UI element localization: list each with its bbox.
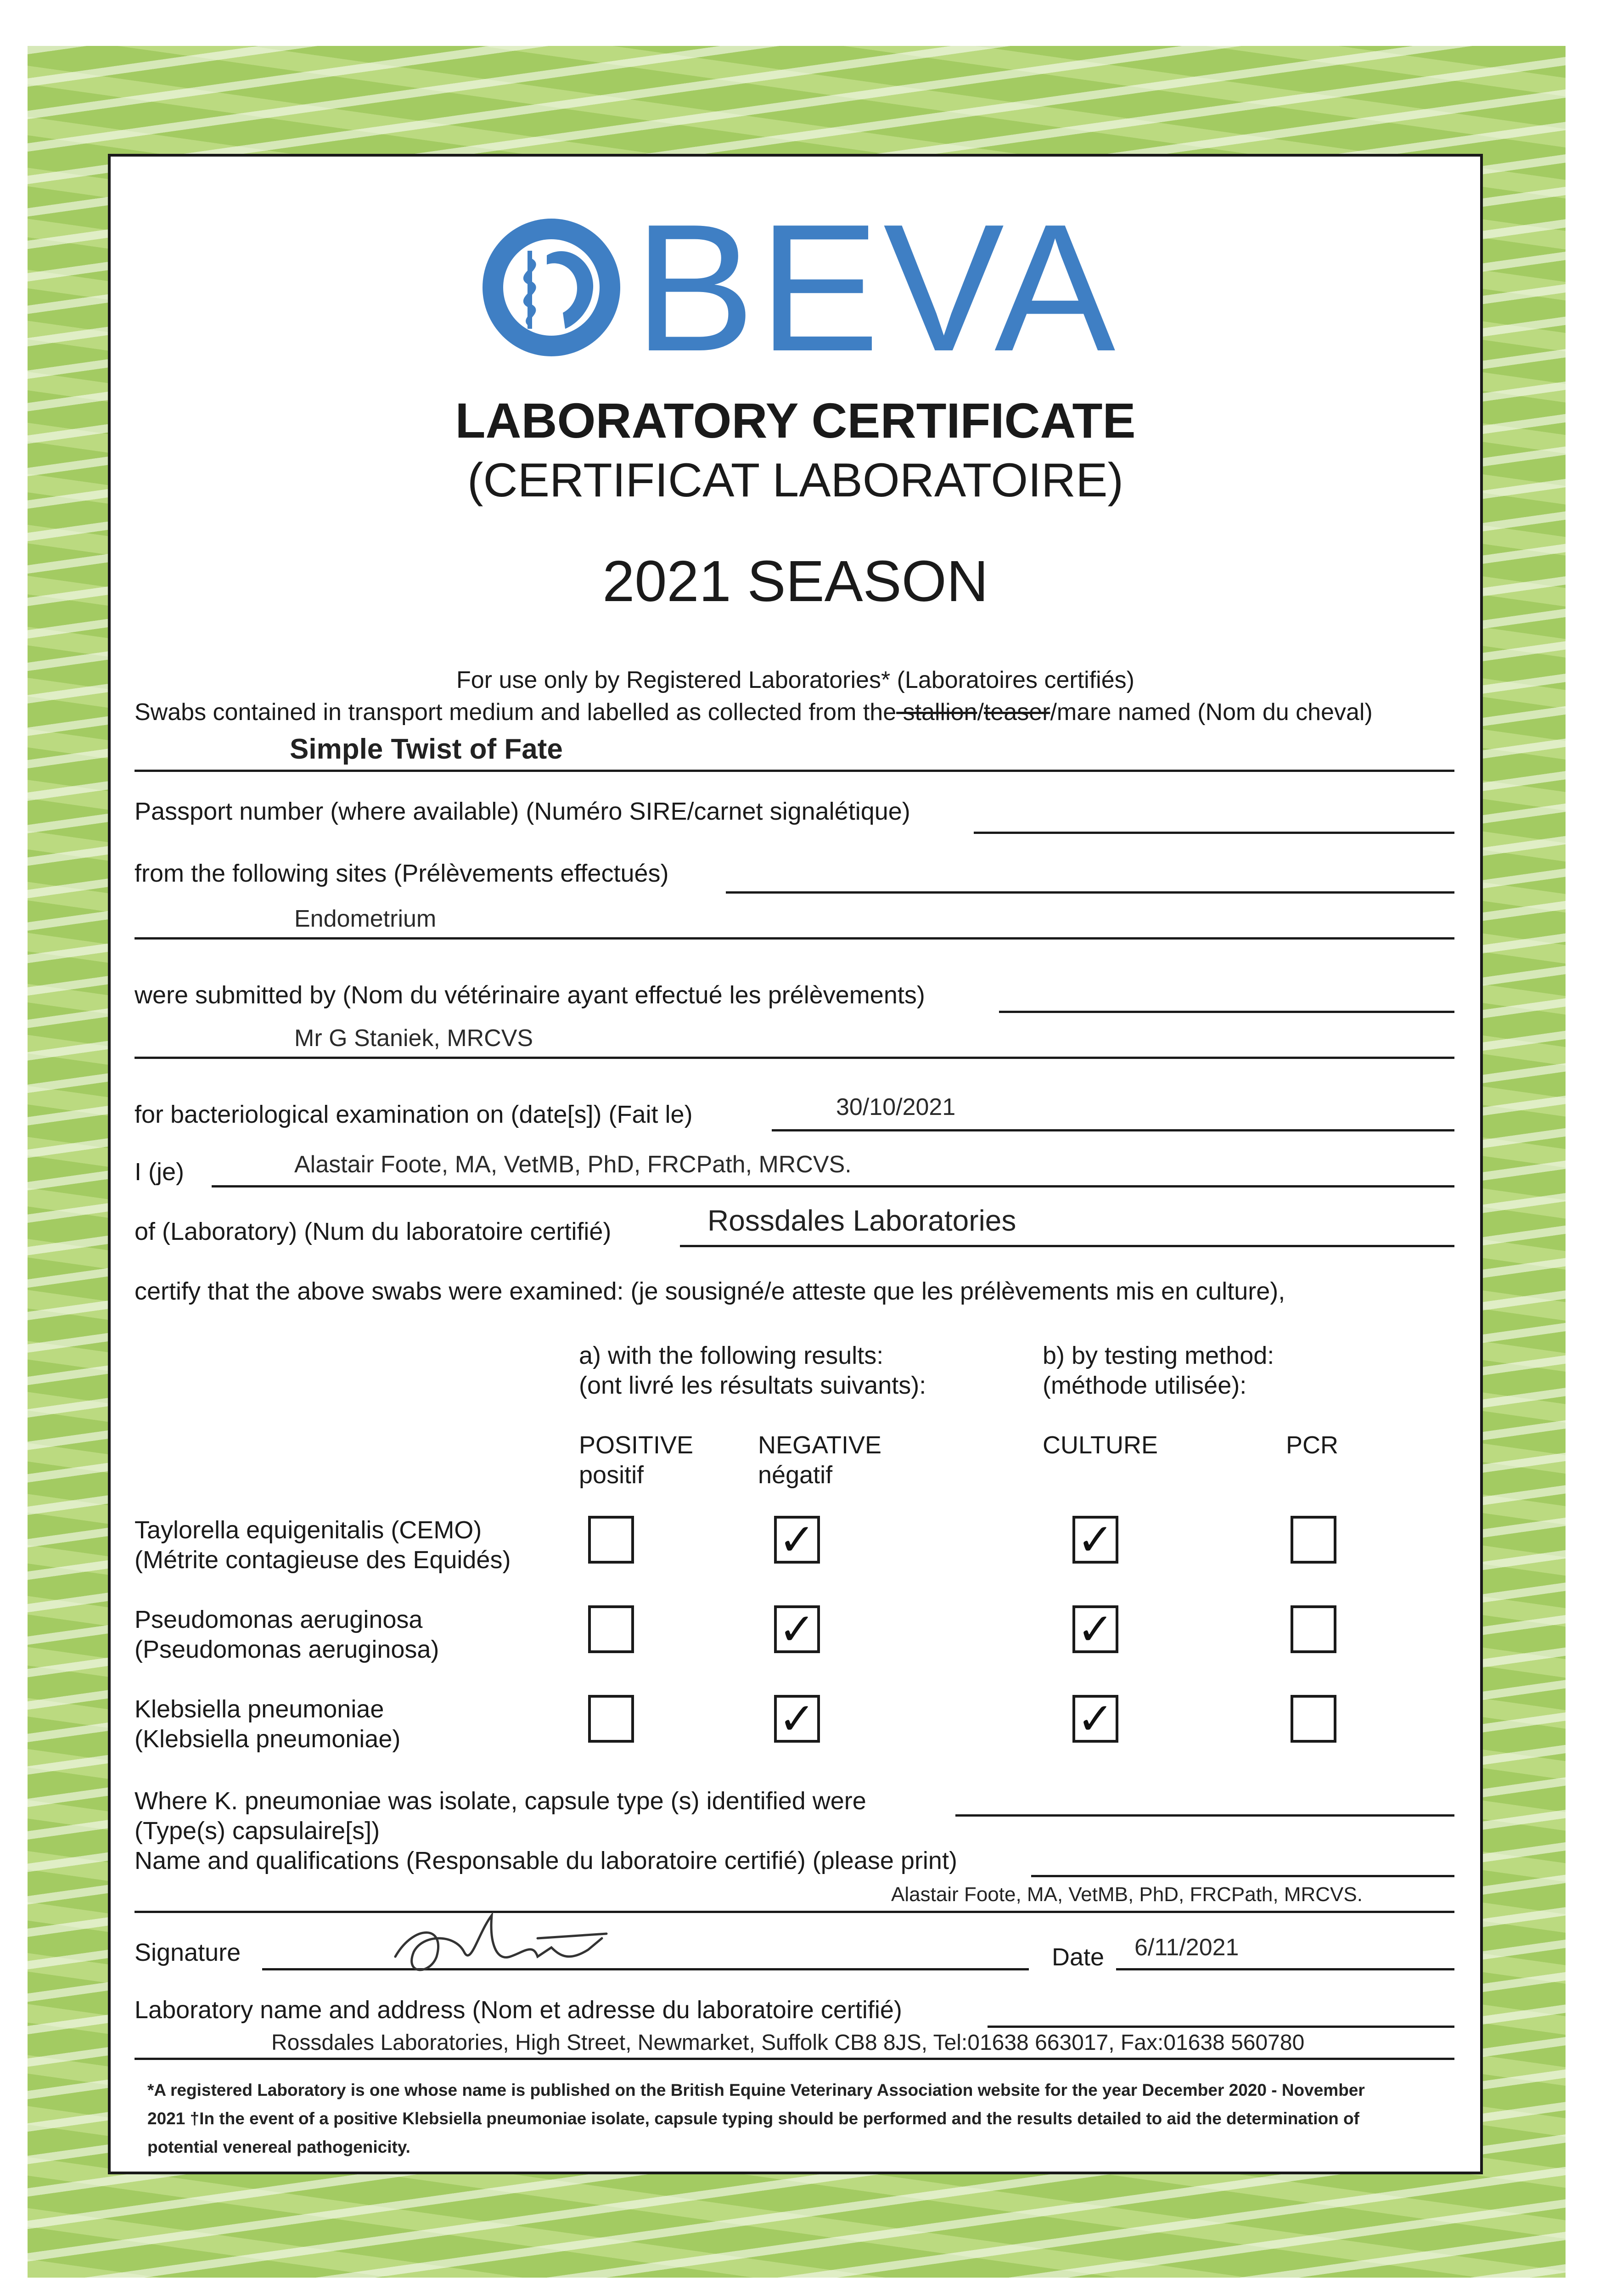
handwritten-signature <box>386 1906 625 1984</box>
organism-name: Pseudomonas aeruginosa <box>135 1606 423 1633</box>
submitted-value: Mr G Staniek, MRCVS <box>294 1025 533 1052</box>
capsule-fr: (Type(s) capsulaire[s]) <box>135 1817 380 1845</box>
organism-name-fr: (Métrite contagieuse des Equidés) <box>135 1546 511 1574</box>
organism-name: Taylorella equigenitalis (CEMO) <box>135 1516 482 1544</box>
exam-label: for bacteriological examination on (date[s]) (Fait le) <box>135 1101 693 1128</box>
organism-name-fr: (Klebsiella pneumoniae) <box>135 1725 401 1753</box>
positive-checkbox[interactable] <box>588 1516 634 1564</box>
passport-line <box>974 832 1454 834</box>
negative-checkbox[interactable]: ✓ <box>774 1695 820 1743</box>
results-b-line-1: b) by testing method: <box>1043 1342 1274 1369</box>
culture-checkbox[interactable]: ✓ <box>1072 1695 1118 1743</box>
capsule-line <box>955 1814 1454 1817</box>
lab-address-value: Rossdales Laboratories, High Street, Newmarket, Suffolk CB8 8JS, Tel:01638 663017, Fax:01638 560780 <box>271 2031 1305 2055</box>
certificate-title-french: (CERTIFICAT LABORATOIRE) <box>467 454 1124 507</box>
certificate-paper <box>108 154 1483 2174</box>
season-title: 2021 SEASON <box>602 549 988 613</box>
pcr-checkbox[interactable] <box>1291 1695 1336 1743</box>
certify-label: certify that the above swabs were examined: (je sousigné/e atteste que les prélèvements mis en culture), <box>135 1277 1285 1305</box>
lab-label: of (Laboratory) (Num du laboratoire certifié) <box>135 1218 612 1245</box>
sites-line-2 <box>135 937 1454 940</box>
signature-line <box>262 1968 1029 1970</box>
col-pcr-header: PCR <box>1286 1431 1339 1459</box>
horse-name-line <box>135 770 1454 772</box>
col-negative-header: NEGATIVE <box>758 1431 882 1459</box>
sites-line-1 <box>726 891 1454 894</box>
organism-name: Klebsiella pneumoniae <box>135 1695 384 1723</box>
footnote-line-1: *A registered Laboratory is one whose name is published on the British Equine Veterinary Association website for the year December 2020 - November <box>147 2081 1365 2099</box>
sites-value: Endometrium <box>294 906 437 932</box>
lab-address-label: Laboratory name and address (Nom et adresse du laboratoire certifié) <box>135 1996 902 2024</box>
exam-date-line <box>772 1129 1454 1131</box>
lab-line <box>680 1245 1454 1247</box>
results-a-line-2: (ont livré les résultats suivants): <box>579 1372 926 1399</box>
pcr-checkbox[interactable] <box>1291 1605 1336 1653</box>
submitted-line-1 <box>999 1011 1454 1013</box>
logo-text: BEVA <box>634 186 1119 389</box>
intro-line-2a: Swabs contained in transport medium and labelled as collected from the <box>135 699 897 726</box>
intro-line-2 <box>135 698 1373 726</box>
name-qual-line-1 <box>1031 1875 1454 1877</box>
passport-label: Passport number (where available) (Numéro SIRE/carnet signalétique) <box>135 798 910 825</box>
negative-checkbox[interactable]: ✓ <box>774 1516 820 1564</box>
intro-slash: / <box>977 699 984 726</box>
col-positive-fr: positif <box>579 1461 644 1489</box>
je-line <box>212 1185 1454 1187</box>
date-value: 6/11/2021 <box>1134 1934 1239 1961</box>
je-label: I (je) <box>135 1158 184 1186</box>
name-qual-value: Alastair Foote, MA, VetMB, PhD, FRCPath, MRCVS. <box>891 1883 1363 1906</box>
lab-value: Rossdales Laboratories <box>707 1204 1016 1237</box>
date-line <box>1116 1968 1454 1970</box>
col-culture-header: CULTURE <box>1043 1431 1158 1459</box>
culture-checkbox[interactable]: ✓ <box>1072 1516 1118 1564</box>
exam-date-value: 30/10/2021 <box>836 1094 956 1120</box>
pcr-checkbox[interactable] <box>1291 1516 1336 1564</box>
intro-stallion-struck: stallion <box>896 699 977 726</box>
je-value: Alastair Foote, MA, VetMB, PhD, FRCPath, MRCVS. <box>294 1151 852 1178</box>
name-qual-line-2 <box>135 1911 1454 1913</box>
intro-line-2b: /mare named (Nom du cheval) <box>1050 699 1373 726</box>
culture-checkbox[interactable]: ✓ <box>1072 1605 1118 1653</box>
beva-logo <box>478 186 1167 389</box>
sites-label: from the following sites (Prélèvements effectués) <box>135 860 669 887</box>
positive-checkbox[interactable] <box>588 1695 634 1743</box>
col-negative-fr: négatif <box>758 1461 833 1489</box>
submitted-label: were submitted by (Nom du vétérinaire ayant effectué les prélèvements) <box>135 981 925 1009</box>
negative-checkbox[interactable]: ✓ <box>774 1605 820 1653</box>
horse-name-value: Simple Twist of Fate <box>290 733 563 765</box>
signature-label: Signature <box>135 1939 241 1966</box>
name-qual-label: Name and qualifications (Responsable du laboratoire certifié) (please print) <box>135 1847 957 1874</box>
footnote-line-2: 2021 †In the event of a positive Klebsiella pneumoniae isolate, capsule typing should be performed and the results detailed to aid the determination of <box>147 2109 1359 2128</box>
lab-address-line-1 <box>988 2026 1454 2028</box>
results-a-line-1: a) with the following results: <box>579 1342 884 1369</box>
col-positive-header: POSITIVE <box>579 1431 694 1459</box>
submitted-line-2 <box>135 1057 1454 1059</box>
lab-address-line-2 <box>135 2058 1454 2060</box>
results-b-line-2: (méthode utilisée): <box>1043 1372 1247 1399</box>
organism-name-fr: (Pseudomonas aeruginosa) <box>135 1636 439 1663</box>
positive-checkbox[interactable] <box>588 1605 634 1653</box>
intro-teaser-struck: teaser <box>983 699 1050 726</box>
footnote-line-3: potential venereal pathogenicity. <box>147 2138 410 2156</box>
footnote <box>147 2076 1365 2161</box>
certificate-title: LABORATORY CERTIFICATE <box>455 393 1136 448</box>
intro-line-1: For use only by Registered Laboratories* (Laboratoires certifiés) <box>456 667 1134 693</box>
capsule-label: Where K. pneumoniae was isolate, capsule type (s) identified were <box>135 1787 866 1815</box>
horse-head-caduceus-icon <box>478 214 625 361</box>
date-label: Date <box>1052 1943 1105 1971</box>
